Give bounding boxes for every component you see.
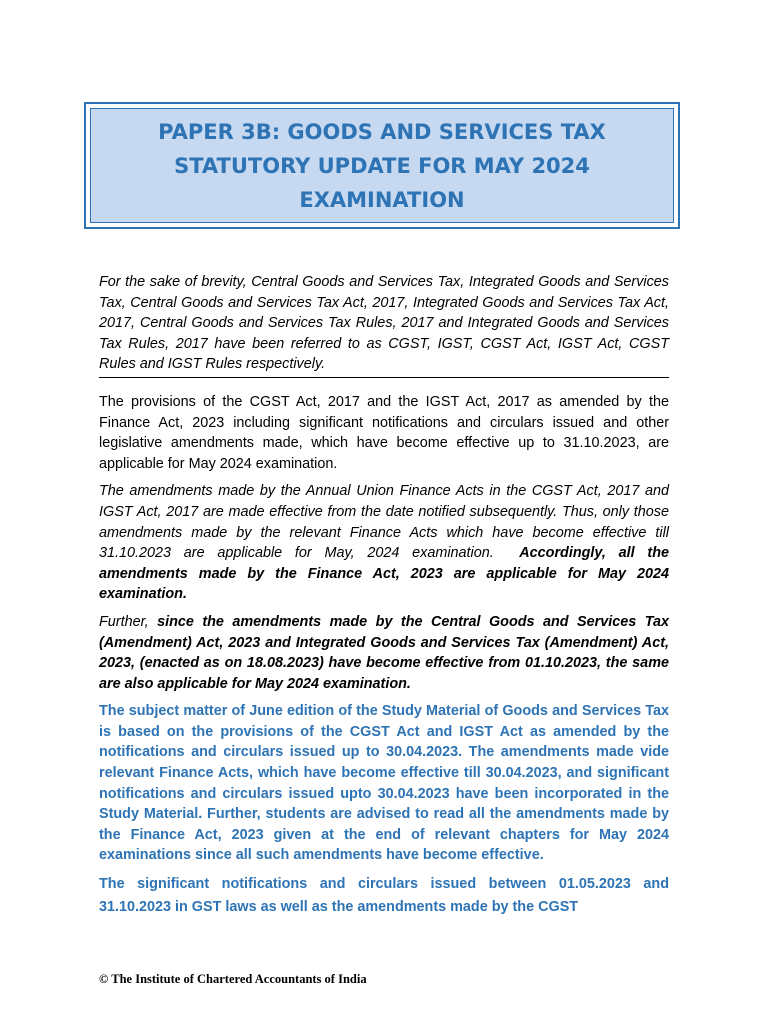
paragraph-applicability: The provisions of the CGST Act, 2017 and the IGST Act, 2017 as amended by the Finance Act, 2023 including significant notifications and circulars issued and other legislative amendments made, which have become effective up to 31.10.2023, are applicable for May 2024 examination.: [99, 393, 669, 472]
paragraph-amendment-acts: [99, 612, 669, 694]
title-line-3: EXAMINATION: [299, 187, 465, 212]
copyright-footer: © The Institute of Chartered Accountants of India: [99, 972, 367, 986]
title-banner: [90, 108, 674, 223]
paragraph-study-material: The subject matter of June edition of the Study Material of Goods and Services Tax is based on the provisions of the CGST Act and IGST Act as amended by the notifications and circulars issued up to 30.04.2023. The amendments made vide relevant Finance Acts, which have become effective till 30.04.2023, and significant notifications and circulars issued upto 30.04.2023 have been incorporated in the Study Material. Further, students are advised to read all the amendments made by the Finance Act, 2023 given at the end of relevant chapters for May 2024 examinations since all such amendments have become effective.: [99, 703, 669, 864]
finance-acts-bold-text: Accordingly, all the amendments made by the Finance Act, 2023 are applicable for May 2024 examination.: [99, 545, 670, 603]
title-line-1: PAPER 3B: GOODS AND SERVICES TAX: [158, 119, 606, 144]
amendment-acts-lead: Further,: [99, 613, 149, 630]
amendment-acts-bold-text: since the amendments made by the Central Goods and Services Tax (Amendment) Act, 2023 and Integrated Goods and Services Tax (Amendment) Act, 2023, (enacted as on 18.08.2023) have become effective from 01.10.2023, the same are also applicable for May 2024 examination.: [99, 613, 669, 692]
paragraph-finance-acts: [99, 481, 669, 605]
abbreviation-note: For the sake of brevity, Central Goods and Services Tax, Integrated Goods and Services Tax, Central Goods and Services Tax Act, 2017, Integrated Goods and Services Tax Act, 2017, Central Goods and Services Tax Rules, 2017 and Integrated Goods and Services Tax Rules, 2017 have been referred to as CGST, IGST, CGST Act, IGST Act, CGST Rules and IGST Rules respectively.: [99, 272, 669, 378]
title-box: [84, 102, 680, 229]
finance-acts-italic-text: The amendments made by the Annual Union Finance Acts in the CGST Act, 2017 and IGST Act, 2017 are made effective from the date notified subsequently. Thus, only those amendments made by the relevant Finance Acts which have become effective till 31.10.2023 are applicable for May, 2024 examination.: [99, 483, 669, 562]
paragraph-notifications: The significant notifications and circulars issued between 01.05.2023 and 31.10.2023 in GST laws as well as the amendments made by the CGST: [99, 876, 669, 916]
title-line-2: STATUTORY UPDATE FOR MAY 2024: [174, 153, 590, 178]
document-body: [99, 272, 669, 919]
